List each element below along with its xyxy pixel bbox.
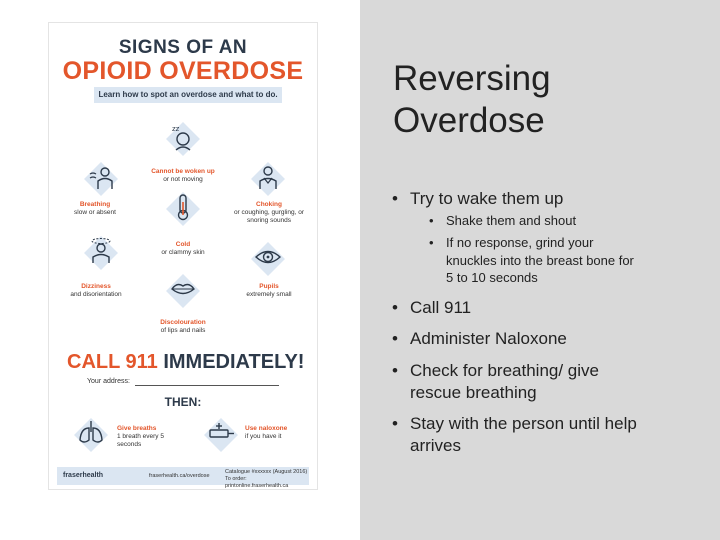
footer-catalogue: Catalogue #xxxxxx (August 2016) To order: printonline.fraserhealth.ca: [225, 469, 308, 489]
poster-footer: [57, 467, 309, 489]
overdose-poster: [48, 22, 318, 490]
address-line: [135, 385, 279, 386]
breathing-person-icon: [86, 162, 116, 192]
sign-pupils: Pupils extremely small: [246, 283, 292, 298]
poster-subtitle: Learn how to spot an overdose and what to do.: [94, 87, 282, 103]
syringe-icon: [206, 418, 236, 448]
sign-breathing: Breathing slow or absent: [74, 201, 116, 216]
bullet-check-breathing: • Check for breathing/ give rescue breathing: [410, 360, 599, 404]
choking-person-icon: [253, 162, 283, 192]
address-label: Your address:: [87, 378, 130, 385]
bullet-naloxone: • Administer Naloxone: [410, 328, 567, 350]
sleeping-face-icon: [168, 122, 198, 152]
bullet-shake: • Shake them and shout: [446, 212, 576, 230]
eye-icon: [253, 242, 283, 272]
thermometer-icon: [168, 192, 198, 222]
call-911-heading: CALL 911 IMMEDIATELY!: [67, 351, 305, 373]
sign-cannot-wake: Cannot be woken up or not moving: [151, 168, 215, 183]
slide-title: Reversing Overdose: [393, 59, 551, 140]
footer-url: fraserhealth.ca/overdose: [149, 473, 210, 479]
fraserhealth-logo: fraserhealth: [63, 472, 104, 479]
bullet-wake: • Try to wake them up: [410, 188, 563, 210]
step-use-naloxone: Use naloxone if you have it: [245, 425, 288, 440]
poster-title-line2: OPIOID OVERDOSE: [62, 57, 304, 85]
bullet-grind: • If no response, grind your knuckles into the breast bone for 5 to 10 seconds: [446, 234, 634, 287]
svg-text:zz: zz: [172, 125, 180, 133]
sign-cold: Cold or clammy skin: [161, 241, 205, 256]
bullet-call-911: • Call 911: [410, 297, 471, 319]
lips-icon: [168, 274, 198, 304]
poster-title-line1: SIGNS OF AN: [118, 37, 248, 58]
sign-dizziness: Dizziness and disorientation: [70, 283, 122, 298]
dizzy-person-icon: [86, 235, 116, 265]
step-give-breaths: Give breaths 1 breath every 5 seconds: [117, 425, 164, 448]
sign-discolouration: Discolouration of lips and nails: [160, 319, 206, 334]
sign-choking: Choking or coughing, gurgling, or snoring sounds: [233, 201, 305, 224]
bullet-stay: • Stay with the person until help arrives: [410, 413, 637, 457]
lungs-icon: [76, 418, 106, 448]
then-heading: THEN:: [164, 395, 202, 409]
